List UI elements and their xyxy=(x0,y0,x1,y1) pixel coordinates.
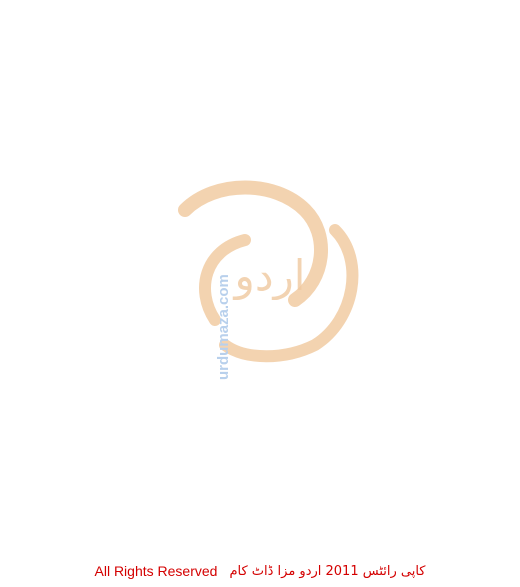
footer-credit: کاپی رائٹس 2011 اردو مزا ڈاٹ کام xyxy=(229,563,426,579)
footer xyxy=(0,558,520,584)
watermark-site-text: urdumaza.com xyxy=(215,274,232,380)
footer-rights: All Rights Reserved xyxy=(94,563,218,579)
watermark-logo-text: اردو xyxy=(234,251,306,300)
article-body xyxy=(6,4,514,552)
